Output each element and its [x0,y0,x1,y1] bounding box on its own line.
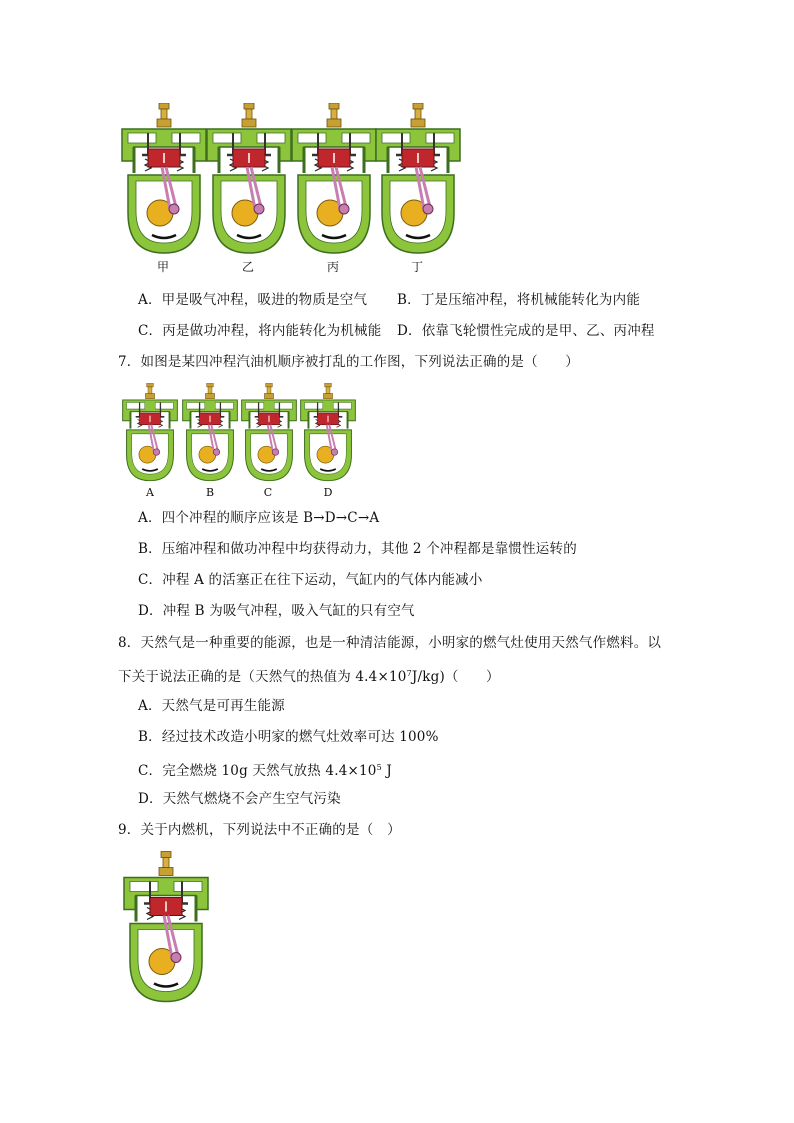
q8-heat-value-exponent: 7 [406,669,412,678]
engine-diagram-bing [288,103,380,255]
q7-option-b: B．压缩冲程和做功冲程中均获得动力，其他 2 个冲程都是靠惯性运转的 [138,541,577,557]
q8-option-b: B．经过技术改造小明家的燃气灶效率可达 100% [138,729,439,745]
figure-label-ding: 丁 [410,260,423,274]
q7-option-c: C．冲程 A 的活塞正在往下运动，气缸内的气体内能减小 [138,572,483,588]
q9-stem: 9．关于内燃机，下列说法中不正确的是（ ） [118,822,401,838]
engine-diagram-c [239,383,299,482]
figure-label-d: D [323,486,333,499]
q8-option-c-text: C．完全燃烧 10g 天然气放热 4.4×10 [138,763,377,779]
q7-option-a: A．四个冲程的顺序应该是 B→D→C→A [138,510,380,526]
q8-stem-line2-tail: J/kg)（ ） [411,669,500,685]
q7-stem: 7．如图是某四冲程汽油机顺序被打乱的工作图，下列说法正确的是（ ） [118,354,579,370]
q8-option-c-exponent: 5 [376,763,382,772]
engine-diagram-ding [372,103,464,255]
q8-option-c-unit: J [381,763,392,779]
q8-option-d: D．天然气燃烧不会产生空气污染 [138,791,341,807]
q8-stem-line2 [118,664,500,687]
engine-diagram-d [298,383,358,482]
engine-diagram-q9 [120,850,212,1005]
q8-stem-line2-text: 下关于说法正确的是（天然气的热值为 4.4×10 [118,669,407,685]
engine-diagram-yi [203,103,295,255]
figure-label-b: B [205,486,215,499]
q8-option-a: A．天然气是可再生能源 [138,698,285,714]
q6-option-a: A．甲是吸气冲程，吸进的物质是空气 [138,292,368,308]
figure-label-bing: 丙 [326,260,339,274]
engine-diagram-jia [118,103,210,255]
q6-option-b: B．丁是压缩冲程，将机械能转化为内能 [397,292,641,308]
q6-option-c: C．丙是做功冲程，将内能转化为机械能 [138,323,382,339]
engine-diagram-b [180,383,240,482]
q7-option-d: D．冲程 B 为吸气冲程，吸入气缸的只有空气 [138,603,415,619]
q8-option-c [138,758,392,781]
q8-stem-line1: 8．天然气是一种重要的能源，也是一种清洁能源，小明家的燃气灶使用天然气作燃料。以 [118,635,662,651]
figure-label-jia: 甲 [156,260,169,274]
engine-diagram-a [120,383,180,482]
figure-label-yi: 乙 [241,260,254,274]
figure-label-c: C [263,486,273,499]
figure-label-a: A [146,486,154,499]
q6-option-d: D．依靠飞轮惯性完成的是甲、乙、丙冲程 [397,323,655,339]
